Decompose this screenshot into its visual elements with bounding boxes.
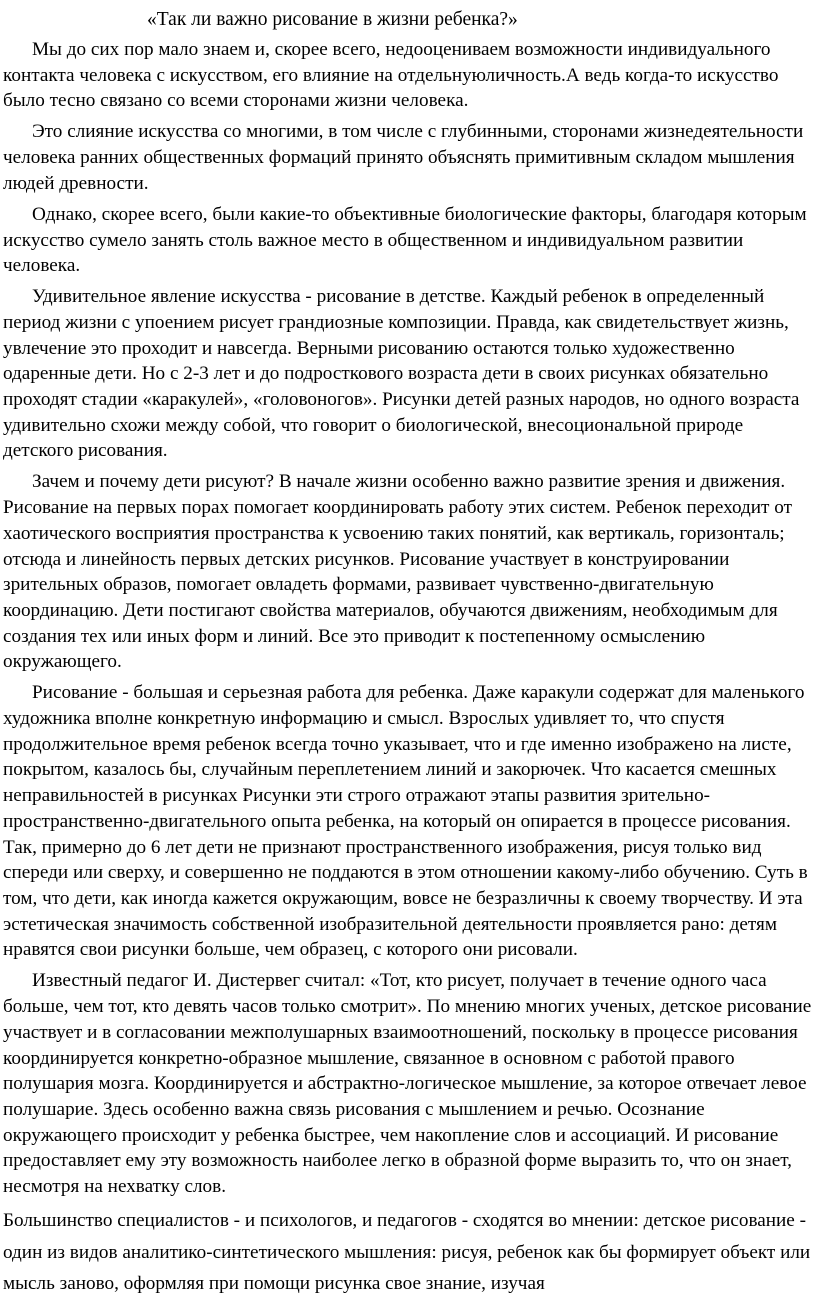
paragraph-6: Рисование - большая и серьезная работа для ребенка. Даже каракули содержат для маленького художника вполне конкретную информацию и смысл. Взрослых удивляет то, что спустя продолжительное время ребенок всегда точно указывает, что и где именно изображено на листе, покрытом, казалось бы, случайным переплетением линий и закорючек. Что касается смешных неправильностей в рисунках Рисунки эти строго отражают этапы развития зрительно-пространственно-двигательного опыта ребенка, на который он опирается в процессе рисования. Так, примерно до 6 лет дети не признают пространственного изображения, рисуя только вид спереди или сверху, и совершенно не поддаются в этом отношении какому-либо обучению. Суть в том, что дети, как иногда кажется окружающим, вовсе не безразличны к своему творчеству. И эта эстетическая значимость собственной изобразительной деятельности проявляется рано: детям нравятся свои рисунки больше, чем образец, с которого они рисовали. — [3, 682, 808, 961]
paragraph-1: Мы до сих пор мало знаем и, скорее всего, недооцениваем возможности индивидуального контакта человека с искусством, его влияние на отдельнуюличность.А ведь когда-то искусство было тесно связано со всеми сторонами жизни человека. — [3, 39, 779, 112]
paragraph-3: Однако, скорее всего, были какие-то объективные биологические факторы, благодаря которым искусство сумело занять столь важное место в общественном и индивидуальном развитии человека. — [3, 203, 807, 277]
paragraph-4: Удивительное явление искусства - рисование в детстве. Каждый ребенок в определенный период жизни с упоением рисует грандиозные композиции. Правда, как свидетельствует жизнь, увлечение это проходит и навсегда. Верными рисованию остаются только художественно одаренные дети. Но с 2-3 лет и до подросткового возраста дети в своих рисунках обязательно проходят стадии «каракулей», «головоногов». Рисунки детей разных народов, но одного возраста удивительно схожи между собой, что говорит о биологической, внесоциональной природе детского рисования. — [3, 286, 800, 462]
document-body — [3, 37, 815, 1305]
paragraph-8: Большинство специалистов - и психологов, и педагогов - сходятся во мнении: детское рисование - один из видов аналитико-синтетического мышления: рисуя, ребенок как бы формирует объект или мысль заново, оформляя при помощи рисунка свое знание, изучая — [3, 1210, 811, 1295]
paragraph-2: Это слияние искусства со многими, в том числе с глубинными, сторонами жизнедеятельности человека ранних общественных формаций принято объяснять примитивным складом мышления людей древности. — [3, 121, 804, 194]
document-title: «Так ли важно рисование в жизни ребенка?» — [147, 9, 518, 30]
paragraph-7: Известный педагог И. Дистервег считал: «Тот, кто рисует, получает в течение одного часа больше, чем тот, кто девять часов только смотрит». По мнению многих ученых, детское рисование участвует и в согласовании межполушарных взаимоотношений, поскольку в процессе рисования координируется конкретно-образное мышление, связанное в основном с работой правого полушария мозга. Координируется и абстрактно-логическое мышление, за которое отвечает левое полушарие. Здесь особенно важна связь рисования с мышлением и речью. Осознание окружающего происходит у ребенка быстрее, чем накопление слов и ассоциаций. И рисование предоставляет ему эту возможность наиболее легко в образной форме выразить то, что он знает, несмотря на нехватку слов. — [3, 970, 812, 1198]
paragraph-5: Зачем и почему дети рисуют? В начале жизни особенно важно развитие зрения и движения. Рисование на первых порах помогает координировать работу этих систем. Ребенок переходит от хаотического восприятия пространства к усвоению таких понятий, как вертикаль, горизонталь; отсюда и линейность первых детских рисунков. Рисование участвует в конструировании зрительных образов, помогает овладеть формами, развивает чувственно-двигательную координацию. Дети постигают свойства материалов, обучаются движениям, необходимым для создания тех или иных форм и линий. Все это приводит к постепенному осмыслению окружающего. — [3, 471, 792, 673]
